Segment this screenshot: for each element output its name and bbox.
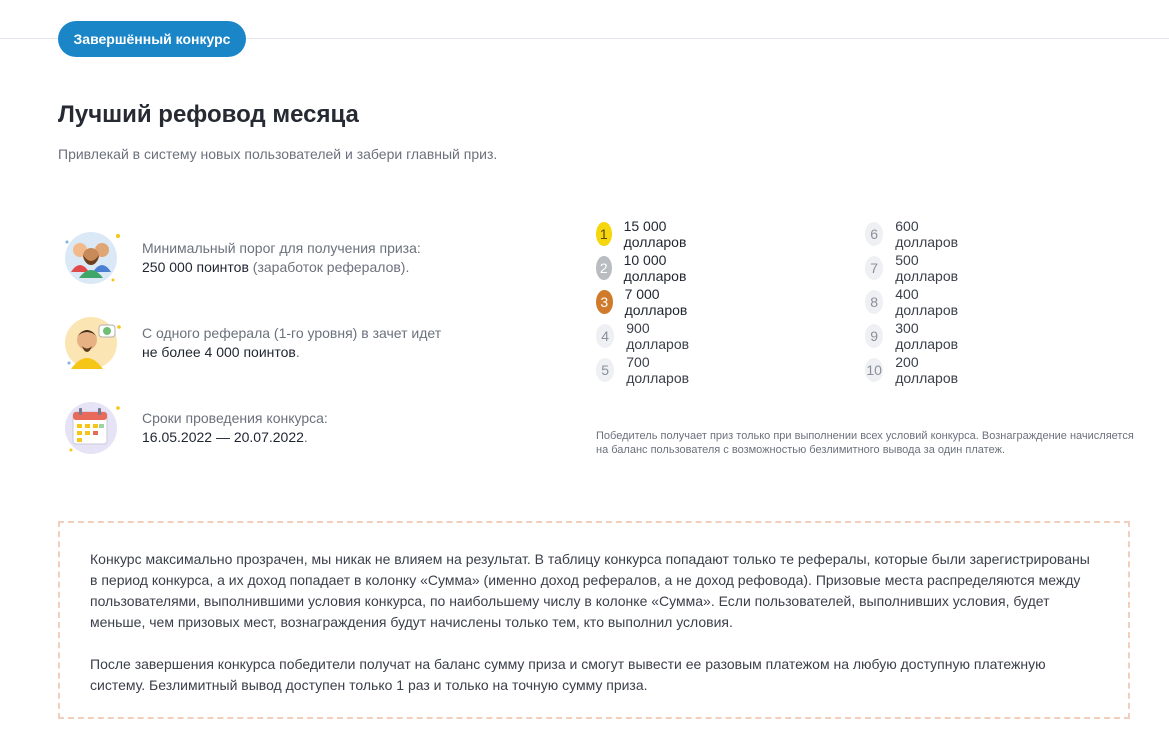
condition-value: не более 4 000 поинтов	[142, 344, 296, 360]
condition-value: 16.05.2022 — 20.07.2022	[142, 429, 304, 445]
prize-row	[596, 252, 695, 284]
condition-note: .	[295, 344, 300, 360]
condition-value: 250 000 поинтов	[142, 259, 249, 275]
place-badge: 5	[596, 358, 614, 382]
place-badge: 6	[865, 222, 883, 246]
prize-row	[865, 320, 964, 352]
condition-text: С одного реферала (1-го уровня) в зачет идет	[142, 325, 442, 341]
condition-note: .	[303, 429, 308, 445]
prize-amount: 400 долларов	[895, 286, 959, 318]
prize-row	[865, 354, 964, 386]
place-badge: 10	[865, 358, 883, 382]
prize-row	[596, 286, 695, 318]
contest-rules-box	[58, 521, 1130, 719]
place-badge: 7	[865, 256, 883, 280]
place-badge: 2	[596, 256, 612, 280]
prize-amount: 7 000 долларов	[624, 286, 688, 318]
rules-paragraph: Конкурс максимально прозрачен, мы никак не влияем на результат. В таблицу конкурса попадают только те рефералы, которые были зарегистрированы в период конкурса, а их доход попадает в колонку «Сумма» (именно доход рефералов, а не доход рефовода). Призовые места распределяются между пользователями, выполнившими условия конкурса, по наибольшему числу в колонке «Сумма». Если пользователей, выполнивших условия, будет меньше, чем призовых мест, вознаграждения будут начислены только тем, кто выполнил условия.	[90, 551, 1090, 630]
place-badge: 1	[596, 222, 612, 246]
condition-note: (заработок рефералов).	[248, 259, 410, 275]
condition-text: Минимальный порог для получения приза:	[142, 240, 421, 256]
prize-amount: 500 долларов	[895, 252, 959, 284]
prize-row	[596, 354, 695, 386]
prize-amount: 200 долларов	[895, 354, 959, 386]
place-badge: 4	[596, 324, 614, 348]
prize-row	[865, 252, 964, 284]
prize-amount: 15 000 долларов	[623, 218, 687, 250]
prize-amount: 300 долларов	[895, 320, 959, 352]
place-badge: 9	[865, 324, 883, 348]
rules-paragraph: После завершения конкурса победители получат на баланс сумму приза и смогут вывести ее разовым платежом на любую доступную платежную систему. Безлимитный вывод доступен только 1 раз и только на точную сумму приза.	[90, 656, 1046, 693]
page-subtitle: Привлекай в систему новых пользователей и забери главный приз.	[58, 146, 498, 162]
referrals-group-icon	[63, 228, 123, 288]
place-badge: 3	[596, 290, 613, 314]
calendar-icon	[63, 398, 123, 458]
referral-person-icon	[63, 313, 123, 373]
prize-amount: 600 долларов	[895, 218, 959, 250]
prize-amount: 700 долларов	[626, 354, 690, 386]
prize-row	[596, 218, 695, 250]
place-badge: 8	[865, 290, 883, 314]
condition-text: Сроки проведения конкурса:	[142, 410, 328, 426]
page-title: Лучший рефовод месяца	[58, 101, 359, 128]
condition-min-threshold	[63, 228, 421, 288]
condition-contest-dates	[63, 398, 328, 458]
prize-amount: 900 долларов	[626, 320, 690, 352]
prize-row	[596, 320, 695, 352]
condition-per-referral-limit	[63, 313, 441, 373]
prize-note: Победитель получает приз только при выполнении всех условий конкурса. Вознаграждение начисляется на баланс пользователя с возможностью безлимитного вывода за один платеж.	[596, 430, 1134, 456]
prize-row	[865, 286, 964, 318]
prize-amount: 10 000 долларов	[623, 252, 687, 284]
prize-row	[865, 218, 964, 250]
contest-status-badge[interactable]: Завершённый конкурс	[58, 21, 246, 57]
